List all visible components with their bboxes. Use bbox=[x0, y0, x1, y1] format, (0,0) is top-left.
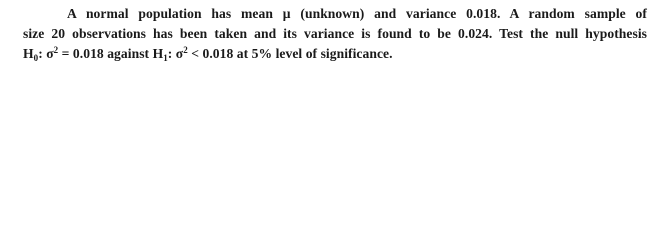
alt-hypothesis-tail: < 0.018 at 5% level of significance. bbox=[187, 46, 393, 61]
problem-line-2: size 20 observations has been taken and its variance is found to be 0.024. Test the null hypothesis bbox=[23, 26, 647, 41]
null-hypothesis-value: = 0.018 against bbox=[58, 46, 153, 61]
alt-hypothesis-subscript: 1 bbox=[163, 53, 168, 63]
alt-hypothesis-symbol: H bbox=[152, 46, 164, 61]
alt-hypothesis-sigma: : σ bbox=[167, 46, 184, 61]
problem-statement bbox=[23, 4, 647, 64]
null-hypothesis-sigma: : σ bbox=[38, 46, 54, 61]
null-hypothesis-exponent: 2 bbox=[53, 45, 59, 55]
problem-line-3 bbox=[23, 44, 647, 64]
null-hypothesis-symbol: H bbox=[23, 46, 34, 61]
null-hypothesis-subscript: 0 bbox=[33, 53, 39, 63]
problem-line-1: A normal population has mean μ (unknown) and variance 0.018. A random sample of bbox=[67, 6, 647, 21]
alt-hypothesis-exponent: 2 bbox=[183, 45, 188, 55]
